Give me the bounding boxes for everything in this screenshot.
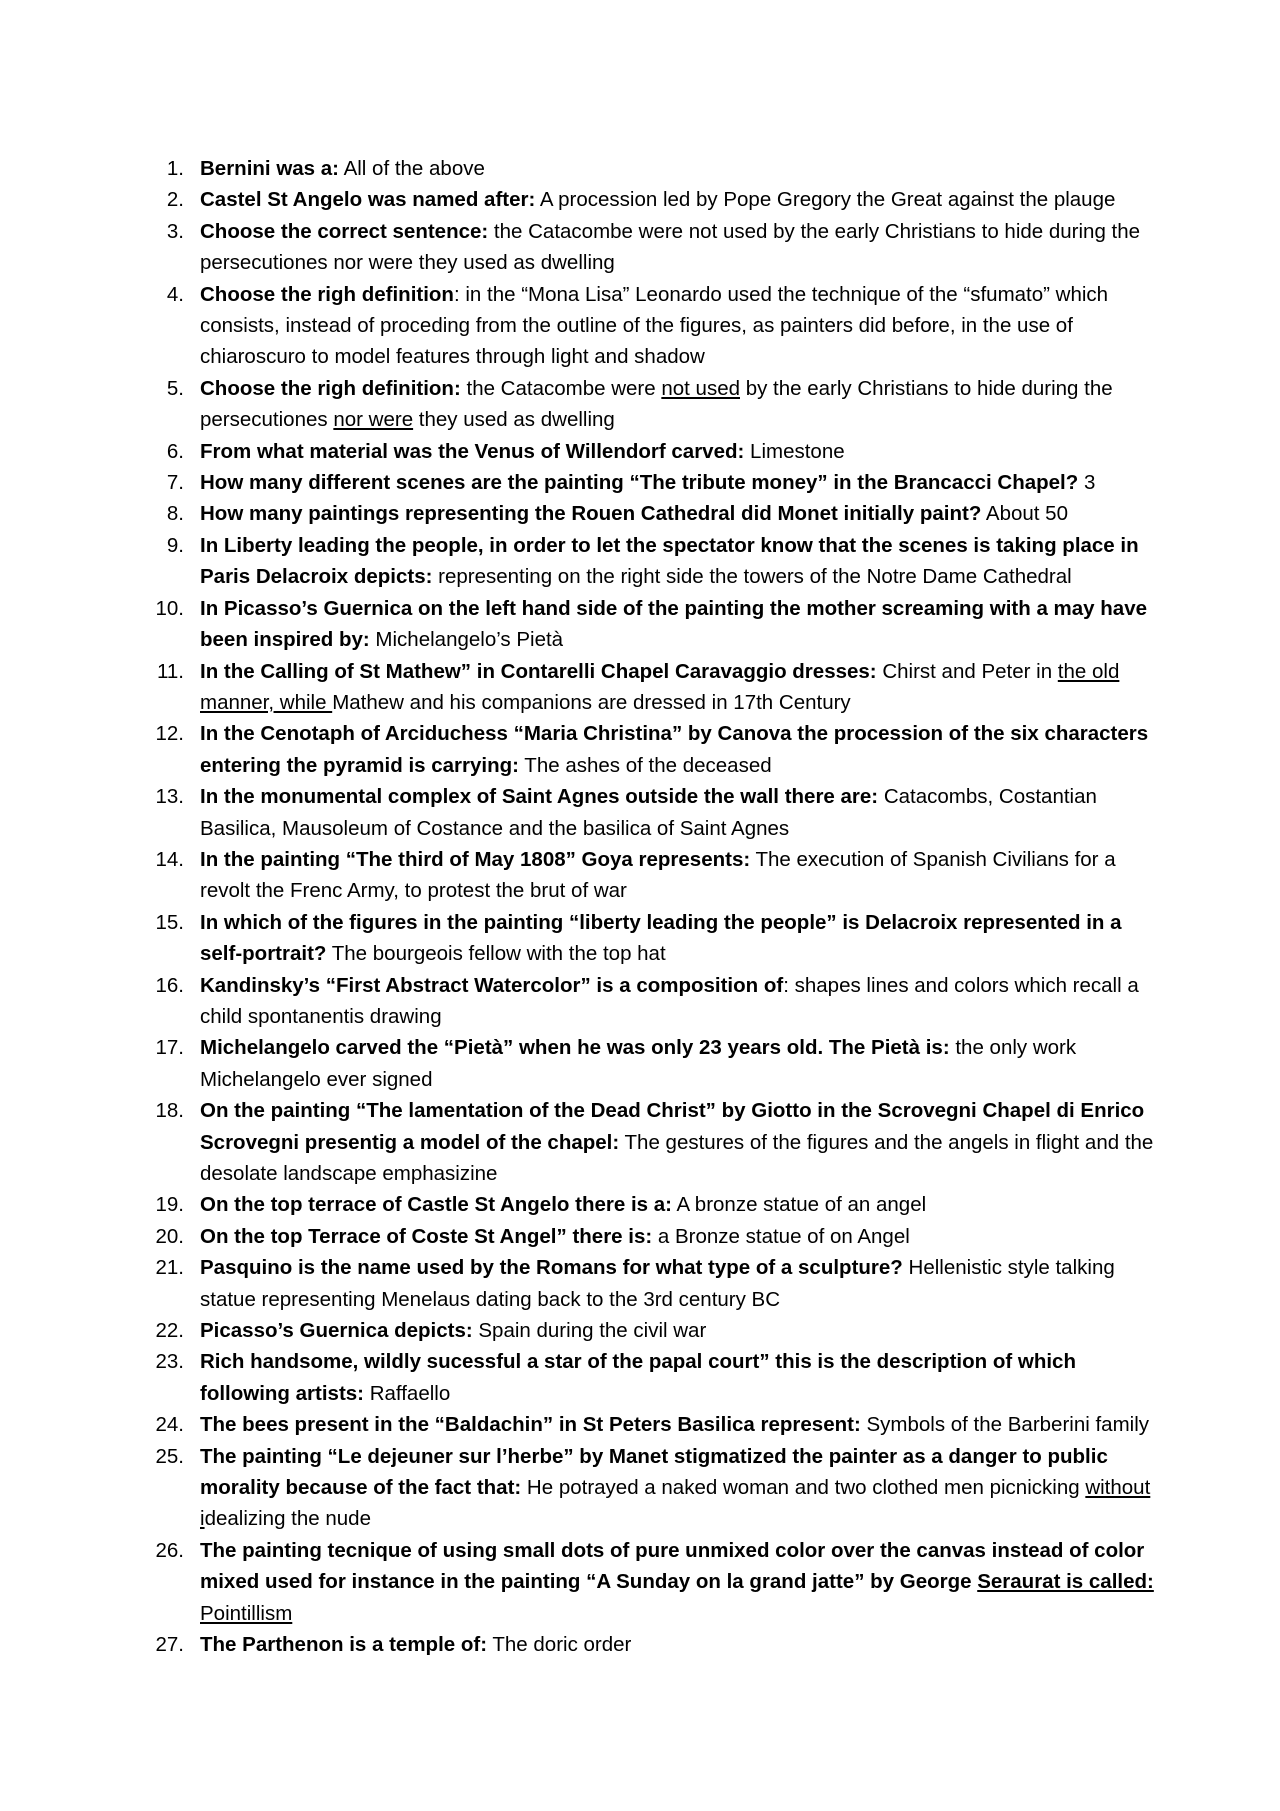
item-number: 24.: [155, 1413, 184, 1437]
item-number: 18.: [155, 1099, 184, 1123]
item-number: 22.: [155, 1319, 184, 1343]
list-item: [0, 718, 1160, 781]
list-item: [0, 467, 1160, 498]
answer-text: Catacombs, Costantian Basilica, Mausoleum of Costance and the basilica of Saint Agnes: [200, 785, 1097, 840]
answer-text: Spain during the civil war: [472, 1319, 707, 1343]
item-number: 15.: [155, 910, 184, 934]
answer-text: the Catacombe were not used by the early Christians to hide during the persecutiones nor were they used as dwelling: [200, 219, 1141, 275]
list-item: [0, 1441, 1160, 1535]
item-number: 5.: [166, 376, 184, 400]
question-text: On the top Terrace of Coste St Angel” there is:: [200, 1224, 653, 1248]
answer-text: representing on the right side the towers of the Notre Dame Cathedral: [432, 565, 1072, 589]
list-item: [0, 1535, 1160, 1629]
list-item: [0, 436, 1160, 467]
question-text: Michelangelo carved the “Pietà” when he was only 23 years old. The Pietà is:: [200, 1036, 950, 1060]
underlined-text: nor were: [333, 408, 414, 432]
question-text: From what material was the Venus of Willendorf carved:: [200, 439, 745, 463]
list-item: [0, 1252, 1160, 1315]
item-number: 4.: [166, 282, 184, 306]
underlined-text: Pointillism: [200, 1601, 293, 1625]
list-item: [0, 184, 1160, 215]
question-text: Choose the correct sentence:: [200, 219, 489, 243]
list-item: [0, 970, 1160, 1033]
question-text: On the painting “The lamentation of the Dead Christ” by Giotto in the Scrovegni Chapel di Enrico Scrovegni presentig a model of the chapel:: [200, 1099, 1145, 1154]
underlined-text: without i: [200, 1476, 1151, 1531]
question-text: In the Cenotaph of Arciduchess “Maria Christina” by Canova the procession of the six characters entering the pyramid is carrying:: [200, 722, 1149, 777]
answer-text: a Bronze statue of on Angel: [652, 1224, 910, 1248]
item-number: 10.: [155, 596, 184, 620]
list-item: [0, 1095, 1160, 1189]
question-answer-list: [0, 153, 1280, 1661]
answer-text: The gestures of the figures and the angels in flight and the desolate landscape emphasizine: [200, 1130, 1154, 1185]
question-text: In Liberty leading the people, in order to let the spectator know that the scenes is taking place in Paris Delacroix depicts:: [200, 533, 1139, 589]
question-text: In the Calling of St Mathew” in Contarelli Chapel Caravaggio dresses:: [200, 659, 877, 683]
list-item: [0, 1629, 1160, 1660]
answer-text: 3: [1078, 471, 1096, 495]
list-item: [0, 279, 1160, 373]
answer-text: Limestone: [744, 439, 845, 463]
answer-text: Hellenistic style talking statue representing Menelaus dating back to the 3rd century BC: [200, 1256, 1115, 1311]
answer-text: Raffaello: [364, 1381, 451, 1405]
underlined-text: the old manner, while: [200, 659, 1120, 714]
answer-text: Chirst and Peter in: [876, 659, 1058, 683]
underlined-text: Seraurat is called:: [977, 1570, 1154, 1594]
answer-text: dealizing the nude: [204, 1507, 371, 1531]
item-number: 14.: [155, 847, 184, 871]
item-number: 26.: [155, 1538, 184, 1562]
item-number: 17.: [155, 1036, 184, 1060]
answer-text: by the early Christians to hide during the persecutiones: [200, 376, 1113, 432]
question-text: Choose the righ definition:: [200, 376, 461, 400]
answer-text: they used as dwelling: [413, 408, 615, 432]
question-text: In the monumental complex of Saint Agnes outside the wall there are:: [200, 785, 879, 809]
answer-text: the only work Michelangelo ever signed: [200, 1036, 1077, 1091]
question-text: Picasso’s Guernica depicts:: [200, 1319, 473, 1343]
question-text: Rich handsome, wildly sucessful a star of the papal court” this is the description of which following artists:: [200, 1350, 1076, 1405]
answer-text: Mathew and his companions are dressed in 17th Century: [332, 690, 851, 714]
question-text: The bees present in the “Baldachin” in St Peters Basilica represent:: [200, 1413, 861, 1437]
underlined-text: not used: [661, 376, 740, 400]
list-item: [0, 1032, 1160, 1095]
item-number: 9.: [166, 533, 184, 557]
item-number: 21.: [155, 1256, 184, 1280]
answer-text: He potrayed a naked woman and two clothed men picnicking: [521, 1476, 1086, 1500]
answer-text: All of the above: [339, 157, 485, 180]
question-text: Pasquino is the name used by the Romans for what type of a sculpture?: [200, 1256, 903, 1280]
item-number: 7.: [166, 471, 184, 495]
item-number: 19.: [155, 1193, 184, 1217]
item-number: 3.: [166, 219, 184, 243]
question-text: In which of the figures in the painting “liberty leading the people” is Delacroix represented in a self-portrait?: [200, 910, 1122, 966]
answer-text: About 50: [981, 502, 1068, 526]
list-item: [0, 373, 1160, 436]
item-number: 16.: [155, 973, 184, 997]
item-number: 8.: [166, 502, 184, 526]
list-item: [0, 530, 1160, 593]
item-number: 13.: [155, 785, 184, 809]
list-item: [0, 844, 1160, 907]
list-item: [0, 656, 1160, 719]
item-number: 27.: [155, 1633, 184, 1657]
list-item: [0, 498, 1160, 529]
list-item: [0, 1315, 1160, 1346]
question-text: How many different scenes are the painting “The tribute money” in the Brancacci Chapel?: [200, 471, 1079, 495]
list-item: [0, 1189, 1160, 1220]
answer-text: A procession led by Pope Gregory the Great against the plauge: [535, 188, 1116, 212]
answer-text: Michelangelo’s Pietà: [369, 628, 564, 652]
item-number: 20.: [155, 1224, 184, 1248]
answer-text: Symbols of the Barberini family: [860, 1413, 1150, 1437]
answer-text: A bronze statue of an angel: [671, 1193, 927, 1217]
answer-text: The doric order: [487, 1633, 632, 1657]
question-text: How many paintings representing the Rouen Cathedral did Monet initially paint?: [200, 502, 982, 526]
question-text: The painting “Le dejeuner sur l’herbe” by Manet stigmatized the painter as a danger to public morality because of the fact that:: [200, 1444, 1108, 1500]
list-item: [0, 216, 1160, 279]
item-number: 12.: [155, 722, 184, 746]
list-item: [0, 1409, 1160, 1440]
question-text: Bernini was a:: [200, 157, 339, 180]
list-item: [0, 781, 1160, 844]
list-item: [0, 907, 1160, 970]
item-number: 6.: [166, 439, 184, 463]
item-number: 23.: [155, 1350, 184, 1374]
list-item: [0, 593, 1160, 656]
list-item: [0, 153, 1160, 184]
answer-text: The execution of Spanish Civilians for a revolt the Frenc Army, to protest the brut of war: [200, 847, 1116, 903]
list-item: [0, 1346, 1160, 1409]
item-number: 1.: [166, 157, 184, 180]
question-text: In Picasso’s Guernica on the left hand side of the painting the mother screaming with a may have been inspired by:: [200, 596, 1148, 652]
answer-text: : shapes lines and colors which recall a child spontanentis drawing: [200, 973, 1139, 1028]
answer-text: The ashes of the deceased: [518, 753, 772, 777]
item-number: 11.: [157, 659, 184, 683]
question-text: In the painting “The third of May 1808” Goya represents:: [200, 847, 751, 871]
item-number: 2.: [166, 188, 184, 212]
item-number: 25.: [155, 1444, 184, 1468]
question-text: The painting tecnique of using small dots of pure unmixed color over the canvas instead of color mixed used for instance in the painting “A Sunday on la grand jatte” by George: [200, 1538, 1145, 1594]
answer-text: : in the “Mona Lisa” Leonardo used the technique of the “sfumato” which consists, instead of proceding from the outline of the figures, as painters did before, in the use of chiaroscuro to model features through light and shadow: [200, 282, 1109, 369]
list-item: [0, 1221, 1160, 1252]
answer-text: the Catacombe were: [460, 376, 662, 400]
question-text: Castel St Angelo was named after:: [200, 188, 536, 212]
question-text: Choose the righ definition: [200, 282, 454, 306]
question-text: Kandinsky’s “First Abstract Watercolor” is a composition of: [200, 973, 784, 997]
answer-text: The bourgeois fellow with the top hat: [326, 942, 666, 966]
question-text: The Parthenon is a temple of:: [200, 1633, 488, 1657]
question-text: On the top terrace of Castle St Angelo there is a:: [200, 1193, 672, 1217]
